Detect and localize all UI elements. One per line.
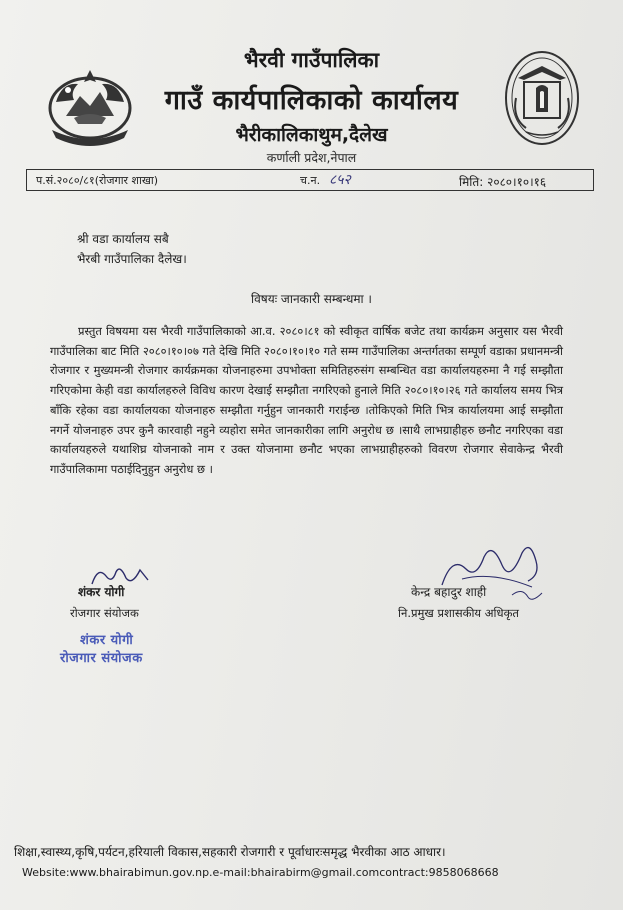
province-name: कर्णाली प्रदेश,नेपाल [266,150,357,165]
reference-number: प.सं.२०८०/८१(रोजगार शाखा) [36,174,159,187]
footer-motto: शिक्षा,स्वास्थ्य,कृषि,पर्यटन,हरियाली विकास,सहकारी रोजगारी र पूर्वाधारःसमृद्ध भैरवीका आठ आधार। [14,845,446,859]
letter-body: प्रस्तुत विषयमा यस भैरवी गाउँपालिकाको आ.व. २०८०।८१ को स्वीकृत वार्षिक बजेट तथा कार्यक्रम अनुसार यस भैरवी गाउँपालिका बाट मिति २०८०।१०।०७ गते देखि मिति २०८०।१०।१० गते सम्म गाउँपालिका अन्तर्गतका सम्पूर्ण वडाका प्रधानमन्त्री रोजगार र मुख्यमन्त्री रोजगार कार्यक्रमका योजनाहरुमा उपभोक्ता समितिहरुसंग सम्बन्धित वडा कार्यालयहरुमा नै गई सम्झौता गरिएकोमा केही वडा कार्यालहरुले विविध कारण देखाई सम्झौता नगरिएको हुनाले मिति २०८०।१०।२६ गते कार्यालय समय भित्र बाँकि रहेका वडा कार्यालयका योजनाहरु सम्झौता गर्नुहुन जानकारी गराईन्छ ।तोकिएको मिति भित्र कार्यालयमा आई सम्झौता नगर्ने योजनाहरु उपर कुनै कारवाही नहुने व्यहोरा समेत जानकारीका लागि अनुरोध छ ।साथै लाभग्राहीहरु छनौट नगरिएका वडा कार्यालयहरुले यथाशिघ्र योजनाको नाम र उक्त योजनामा छनौट भएका लाभग्राहीहरुको विवरण रोजगार सेवाकेन्द्र भैरवी गाउँपालिकामा पठाईदिनुहुन अनुरोध छ । [50,324,563,476]
footer-contact: Website:www.bhairabimun.gov.np.e-mail:bhairabirm@gmail.comcontract:9858068668 [22,866,499,879]
stamp-name: शंकर योगी [80,633,134,648]
recipient-line-1: श्री वडा कार्यालय सबै [77,232,169,246]
right-signatory-name: केन्द्र बहादुर शाही [411,585,487,599]
dispatch-label: च.न. [300,174,321,187]
office-title: गाउँ कार्यपालिकाको कार्यालय [164,85,459,116]
municipality-name: भैरवी गाउँपालिका [243,48,380,72]
letter-date: मिति: २०८०।१०।१६ [459,175,547,189]
left-signatory-name: शंकर योगी [78,585,125,599]
right-signatory-title: नि.प्रमुख प्रशासकीय अधिकृत [398,606,519,620]
letter-subject: विषयः जानकारी सम्बन्धमा । [251,292,372,306]
stamp-title: रोजगार संयोजक [60,651,143,666]
office-address: भैरीकालिकाथुम,दैलेख [235,124,388,146]
dispatch-number: ८५२ [329,172,351,188]
recipient-line-2: भैरबी गाउँपालिका दैलेख। [77,252,187,266]
reference-bar [26,169,594,191]
left-signatory-title: रोजगार संयोजक [70,606,139,620]
